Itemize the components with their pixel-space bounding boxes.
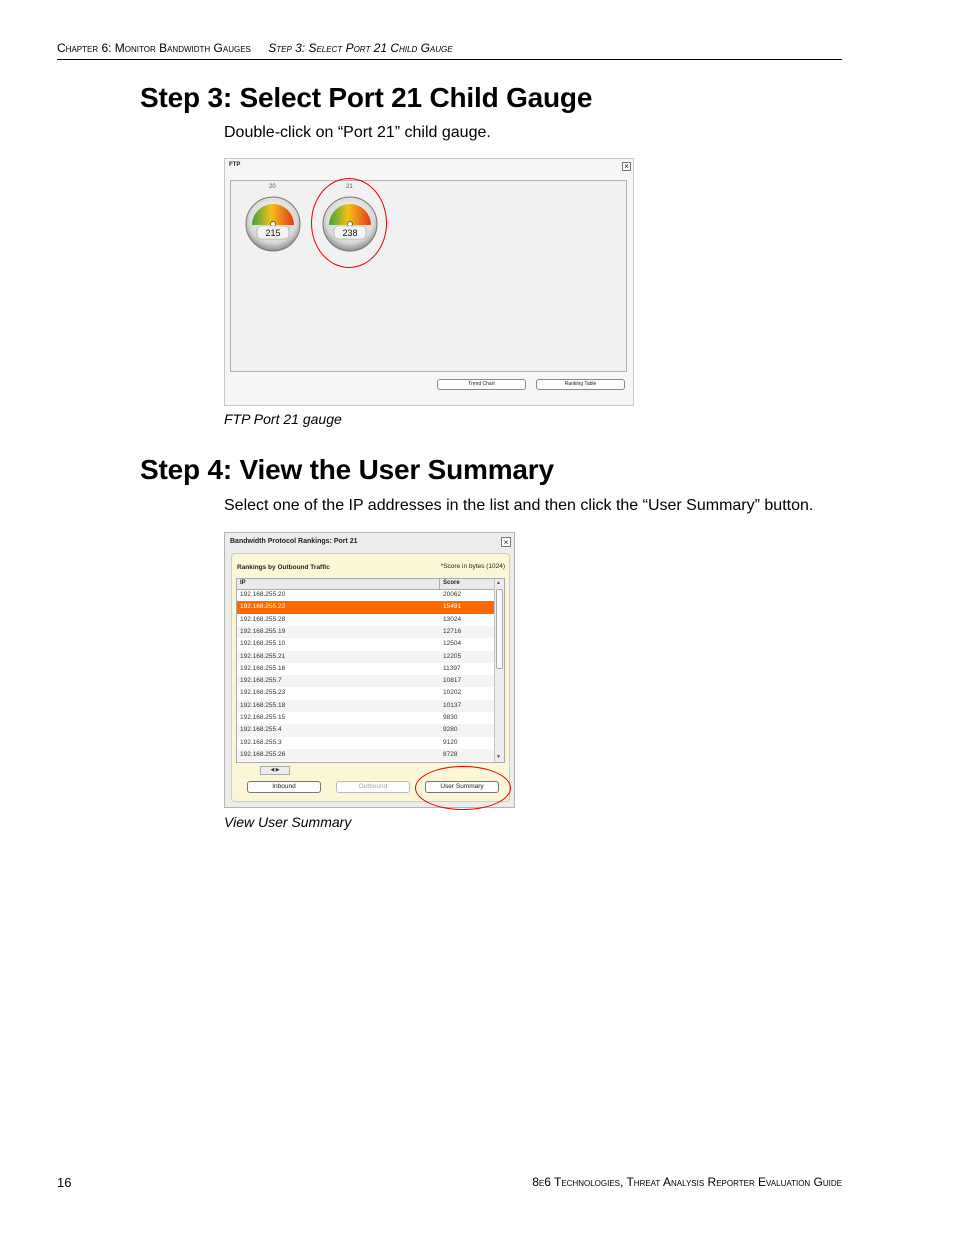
table-row[interactable] xyxy=(237,589,495,601)
ip-cell: 192.168.255.19 xyxy=(240,627,286,635)
score-cell: 15491 xyxy=(443,603,462,611)
scroll-up-icon[interactable]: ▲ xyxy=(496,580,501,586)
score-cell: 20062 xyxy=(443,591,462,598)
score-cell: 9280 xyxy=(443,726,458,734)
ip-cell: 192.168.255.28 xyxy=(240,615,286,623)
score-cell: 9120 xyxy=(443,738,458,746)
table-row[interactable] xyxy=(237,663,495,675)
score-cell: 8728 xyxy=(443,750,458,758)
score-cell: 10202 xyxy=(443,689,462,697)
gauge-20-label: 20 xyxy=(269,184,276,190)
score-cell: 12504 xyxy=(443,640,462,648)
score-cell: 12205 xyxy=(443,652,462,660)
ip-cell: 192.168.255.26 xyxy=(240,750,286,758)
close-icon[interactable]: × xyxy=(501,537,511,547)
inbound-button[interactable]: Inbound xyxy=(247,781,321,793)
score-cell: 11397 xyxy=(443,664,461,672)
gauge-port-20[interactable] xyxy=(244,195,302,253)
page-number: 16 xyxy=(57,1175,72,1190)
rankings-table xyxy=(236,578,505,763)
publication-title: 8e6 Technologies, Threat Analysis Reporter Evaluation Guide xyxy=(532,1175,842,1189)
rankings-window-title: Bandwidth Protocol Rankings: Port 21 xyxy=(230,538,358,545)
column-divider xyxy=(439,579,440,589)
step3-heading: Step 3: Select Port 21 Child Gauge xyxy=(140,82,593,113)
gauge-21-label: 21 xyxy=(346,184,353,190)
score-cell: 10817 xyxy=(443,677,462,685)
rankings-subtitle: Rankings by Outbound Traffic xyxy=(237,564,330,571)
gauge-20-value: 215 xyxy=(265,228,281,238)
step4-heading: Step 4: View the User Summary xyxy=(140,454,554,485)
score-cell: 12716 xyxy=(443,627,462,635)
table-row[interactable] xyxy=(237,687,495,699)
gauge-panel xyxy=(230,180,627,372)
ftp-window-title: FTP xyxy=(229,162,241,168)
vertical-scrollbar[interactable] xyxy=(494,579,504,762)
ip-cell: 192.168.255.4 xyxy=(240,726,282,734)
ip-cell: 192.168.255.20 xyxy=(240,591,286,598)
score-unit-note: *Score in bytes (1024) xyxy=(440,563,505,570)
table-row[interactable] xyxy=(237,638,495,650)
ip-cell: 192.168.255.23 xyxy=(240,689,286,697)
table-row[interactable] xyxy=(237,614,495,626)
ip-cell: 192.168.255.7 xyxy=(240,677,282,685)
table-row[interactable] xyxy=(237,675,495,687)
ftp-window xyxy=(224,158,634,406)
ranking-table-button[interactable]: Ranking Table xyxy=(536,379,625,390)
score-cell: 10137 xyxy=(443,701,462,709)
trend-chart-button[interactable]: Trend Chart xyxy=(437,379,526,390)
ip-cell: 192.168.255.3 xyxy=(240,738,282,746)
ip-cell: 192.168.255.21 xyxy=(240,652,286,660)
table-row[interactable] xyxy=(237,700,495,712)
table-row[interactable] xyxy=(237,651,495,663)
step3-instruction: Double-click on “Port 21” child gauge. xyxy=(224,124,491,141)
outbound-button: Outbound xyxy=(336,781,410,793)
ip-cell: 192.168.255.15 xyxy=(240,714,286,721)
chapter-title: Chapter 6: Monitor Bandwidth Gauges xyxy=(57,41,251,55)
table-row[interactable] xyxy=(237,749,495,761)
highlight-circle-gauge xyxy=(311,178,387,268)
section-title: Step 3: Select Port 21 Child Gauge xyxy=(268,41,453,55)
column-header-score[interactable]: Score xyxy=(443,580,460,586)
user-summary-button[interactable]: User Summary xyxy=(425,781,499,793)
table-row[interactable] xyxy=(237,737,495,749)
table-row[interactable] xyxy=(237,724,495,736)
ip-cell: 192.168.255.22 xyxy=(240,603,286,611)
scroll-right-icon[interactable]: ▶ xyxy=(275,767,280,773)
step4-instruction: Select one of the IP addresses in the list and then click the “User Summary” button. xyxy=(224,497,814,514)
column-header-ip[interactable]: IP xyxy=(240,580,246,586)
rankings-window xyxy=(224,532,515,808)
close-icon[interactable]: × xyxy=(622,162,631,171)
step4-caption: View User Summary xyxy=(224,814,352,830)
table-row[interactable] xyxy=(237,601,495,613)
table-row[interactable] xyxy=(237,626,495,638)
ip-cell: 192.168.255.18 xyxy=(240,701,286,709)
ip-cell: 192.168.255.10 xyxy=(240,640,286,648)
horizontal-scrollbar[interactable] xyxy=(260,766,290,775)
scroll-down-icon[interactable]: ▼ xyxy=(496,754,501,760)
score-cell: 13024 xyxy=(443,615,462,623)
highlight-circle-button xyxy=(415,766,511,810)
scroll-left-icon[interactable]: ◀ xyxy=(270,767,275,773)
table-row[interactable] xyxy=(237,712,495,724)
ip-cell: 192.168.255.16 xyxy=(240,664,286,672)
step3-caption: FTP Port 21 gauge xyxy=(224,411,342,427)
rankings-panel xyxy=(231,553,510,802)
running-header xyxy=(57,41,842,60)
scrollbar-thumb[interactable] xyxy=(496,589,503,669)
gauge-21-value: 238 xyxy=(342,228,358,238)
score-cell: 9830 xyxy=(443,714,458,721)
